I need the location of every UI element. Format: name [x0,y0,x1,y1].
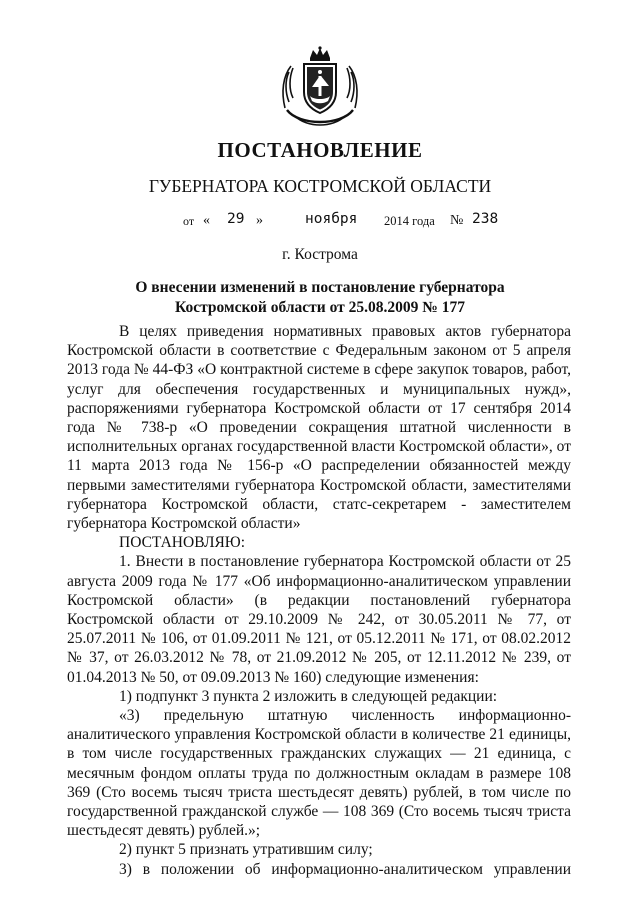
issuing-authority: ГУБЕРНАТОРА КОСТРОМСКОЙ ОБЛАСТИ [148,176,492,196]
date-month: ноября [305,211,358,227]
document-body [67,322,571,879]
city-line: г. Кострома [282,246,358,263]
date-year: 2014 года [384,214,435,228]
date-number-line [0,211,640,231]
subject-line-2: Костромской области от 25.08.2009 № 177 [175,299,465,316]
subitem-1-paragraph: 1) подпункт 3 пункта 2 изложить в следующей редакции: [119,687,498,705]
document-number: 238 [472,211,499,227]
coat-of-arms-emblem [277,46,363,132]
quoted-amendment-paragraph: «3) предельную штатную численность информационно-аналитического управления Костромской области в количестве 21 единицы, в том числе государственных гражданских служащих — 21 единица, с месячным фондом оплаты труда по должностным окладам в размере 108 369 (Сто восемь тысяч триста шестьдесят девять) рублей, в том числе по государственной гражданской службе — 108 369 (Сто восемь тысяч триста шестьдесят девять) рублей.»; [67,707,571,840]
resolve-line: ПОСТАНОВЛЯЮ: [119,534,246,552]
subitem-3-paragraph: 3) в положении об информационно-аналитическом управлении [119,860,571,878]
date-quote-open: « [203,213,210,228]
date-prefix: от [183,214,195,228]
date-quote-close: » [256,213,263,228]
document-type-heading: ПОСТАНОВЛЕНИЕ [217,138,423,162]
date-day: 29 [227,211,245,227]
subitem-2-paragraph: 2) пункт 5 признать утратившим силу; [119,841,373,859]
preamble-paragraph: В целях приведения нормативных правовых актов губернатора Костромской области в соответствие с Федеральным законом от 5 апреля 2013 года № 44-ФЗ «О контрактной системе в сфере закупок товаров, работ, услуг для обеспечения государственных и муниципальных нужд», распоряжениями губернатора Костромской области от 17 сентября 2014 года № 738-р «О проведении сокращения штатной численности в исполнительных органах государственной власти Костромской области», от 11 марта 2013 года № 156-р «О распределении обязанностей между первыми заместителями губернатора Костромской области, заместителями губернатора Костромской области, статс-секретарем - заместителем губернатора Костромской области» [67,323,571,533]
subject-line-1: О внесении изменений в постановление губернатора [135,279,505,296]
number-sign: № [450,213,464,228]
item-1-paragraph: 1. Внести в постановление губернатора Костромской области от 25 августа 2009 года № 177 «Об информационно-аналитическом управлении Костромской области» (в редакции постановлений губернатора Костромской области от 29.10.2009 № 242, от 30.05.2011 № 77, от 25.07.2011 № 106, от 01.09.2011 № 121, от 05.12.2011 № 171, от 08.02.2012 № 37, от 26.03.2012 № 78, от 21.09.2012 № 205, от 12.11.2012 № 239, от 01.04.2013 № 50, от 09.09.2013 № 160) следующие изменения: [67,553,571,686]
document-subject [0,278,640,318]
